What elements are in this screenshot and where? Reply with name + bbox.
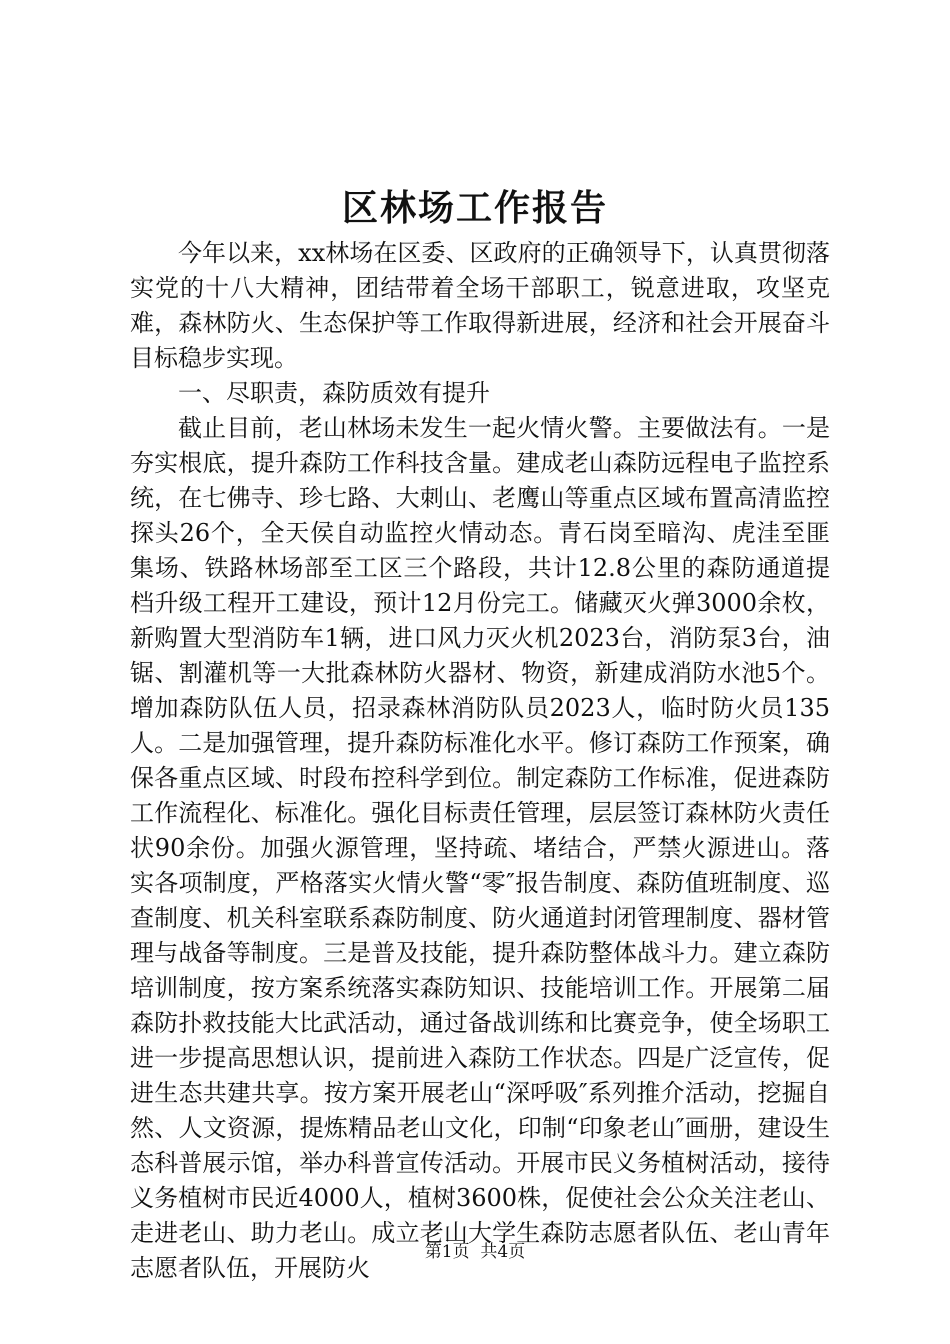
document-title: 区林场工作报告 [341, 187, 608, 229]
document-body [130, 236, 830, 1286]
section-heading-1: 一、尽职责，森防质效有提升 [178, 379, 490, 407]
paragraph-section-1: 截止目前，老山林场未发生一起火情火警。主要做法有。一是夯实根底，提升森防工作科技含量。建成老山森防远程电子监控系统，在七佛寺、珍七路、大刺山、老鹰山等重点区域布置高清监控探头26个，全天侯自动监控火情动态。青石岗至暗沟、虎洼至匪集场、铁路林场部至工区三个路段，共计12.8公里的森防通道提档升级工程开工建设，预计12月份完工。储藏灭火弹3000余枚，新购置大型消防车1辆，进口风力灭火机2023台，消防泵3台，油锯、割灌机等一大批森林防火器材、物资，新建成消防水池5个。增加森防队伍人员，招录森林消防队员2023人，临时防火员135人。二是加强管理，提升森防标准化水平。修订森防工作预案，确保各重点区域、时段布控科学到位。制定森防工作标准，促进森防工作流程化、标准化。强化目标责任管理，层层签订森林防火责任状90余份。加强火源管理，坚持疏、堵结合，严禁火源进山。落实各项制度，严格落实火情火警“零″报告制度、森防值班制度、巡查制度、机关科室联系森防制度、防火通道封闭管理制度、器材管理与战备等制度。三是普及技能，提升森防整体战斗力。建立森防培训制度，按方案系统落实森防知识、技能培训工作。开展第二届森防扑救技能大比武活动，通过备战训练和比赛竞争，使全场职工进一步提高思想认识，提前进入森防工作状态。四是广泛宣传，促进生态共建共享。按方案开展老山“深呼吸″系列推介活动，挖掘自然、人文资源，提炼精品老山文化，印制“印象老山″画册，建设生态科普展示馆，举办科普宣传活动。开展市民义务植树活动，接待义务植树市民近4000人，植树3600株，促使社会公众关注老山、走进老山、助力老山。成立老山大学生森防志愿者队伍、老山青年志愿者队伍，开展防火 [130, 414, 830, 1282]
page-footer [0, 1241, 950, 1263]
paragraph-intro: 今年以来，xx林场在区委、区政府的正确领导下，认真贯彻落实党的十八大精神，团结带着全场干部职工，锐意进取，攻坚克难，森林防火、生态保护等工作取得新进展，经济和社会开展奋斗目标稳步实现。 [130, 239, 830, 372]
page-indicator: 第1页 共4页 [424, 1242, 526, 1262]
